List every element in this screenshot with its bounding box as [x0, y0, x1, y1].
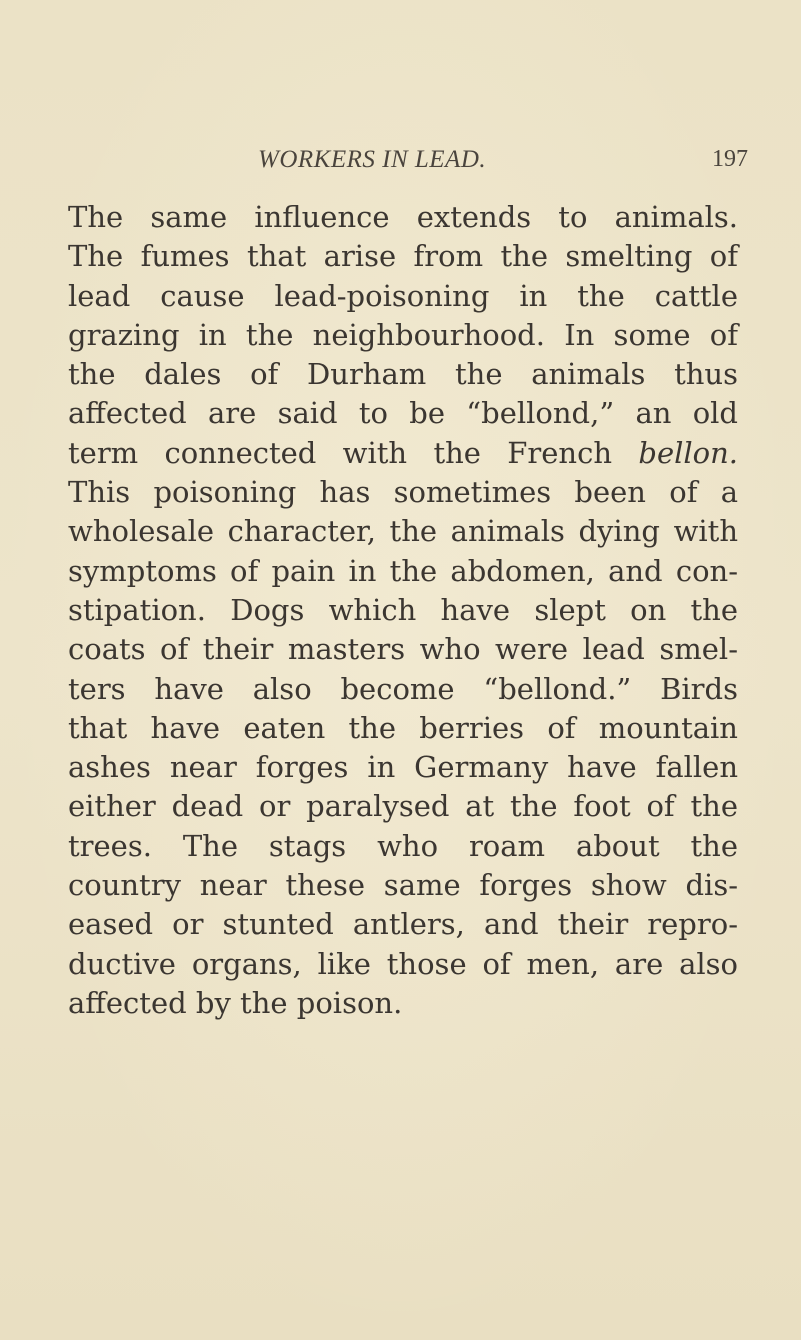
text-line: country near these same forges show dis-	[68, 868, 738, 903]
body-text	[68, 198, 738, 1023]
italic-term: bellon.	[638, 435, 739, 470]
text-line: eased or stunted antlers, and their repro-	[68, 907, 738, 942]
text-line: that have eaten the berries of mountain	[68, 710, 738, 745]
running-title: WORKERS IN LEAD.	[258, 146, 487, 173]
page-number: 197	[712, 146, 748, 172]
text-line: ters have also become “bellond.” Birds	[68, 671, 738, 706]
text-line: The fumes that arise from the smelting of	[68, 239, 738, 274]
text-line-lead: term connected with the French	[68, 435, 613, 470]
page-header	[0, 146, 801, 186]
text-line: the dales of Durham the animals thus	[68, 357, 738, 392]
text-line: lead cause lead-poisoning in the cattle	[68, 278, 738, 313]
text-line: ashes near forges in Germany have fallen	[68, 750, 738, 785]
text-line: stipation. Dogs which have slept on the	[68, 592, 738, 627]
text-line: symptoms of pain in the abdomen, and con-	[68, 553, 738, 588]
text-line: The same influence extends to animals.	[68, 200, 738, 234]
text-line: This poisoning has sometimes been of a	[68, 475, 738, 510]
text-line: grazing in the neighbourhood. In some of	[68, 317, 738, 352]
text-line: either dead or paralysed at the foot of the	[68, 789, 738, 824]
text-line: ductive organs, like those of men, are also	[68, 946, 738, 981]
text-line-last: affected by the poison.	[68, 985, 403, 1020]
text-line: wholesale character, the animals dying with	[68, 514, 738, 549]
text-line: affected are said to be “bellond,” an old	[68, 396, 738, 431]
text-line: trees. The stags who roam about the	[68, 828, 738, 863]
text-line-with-italic	[68, 434, 738, 473]
text-line: coats of their masters who were lead smel-	[68, 632, 738, 667]
